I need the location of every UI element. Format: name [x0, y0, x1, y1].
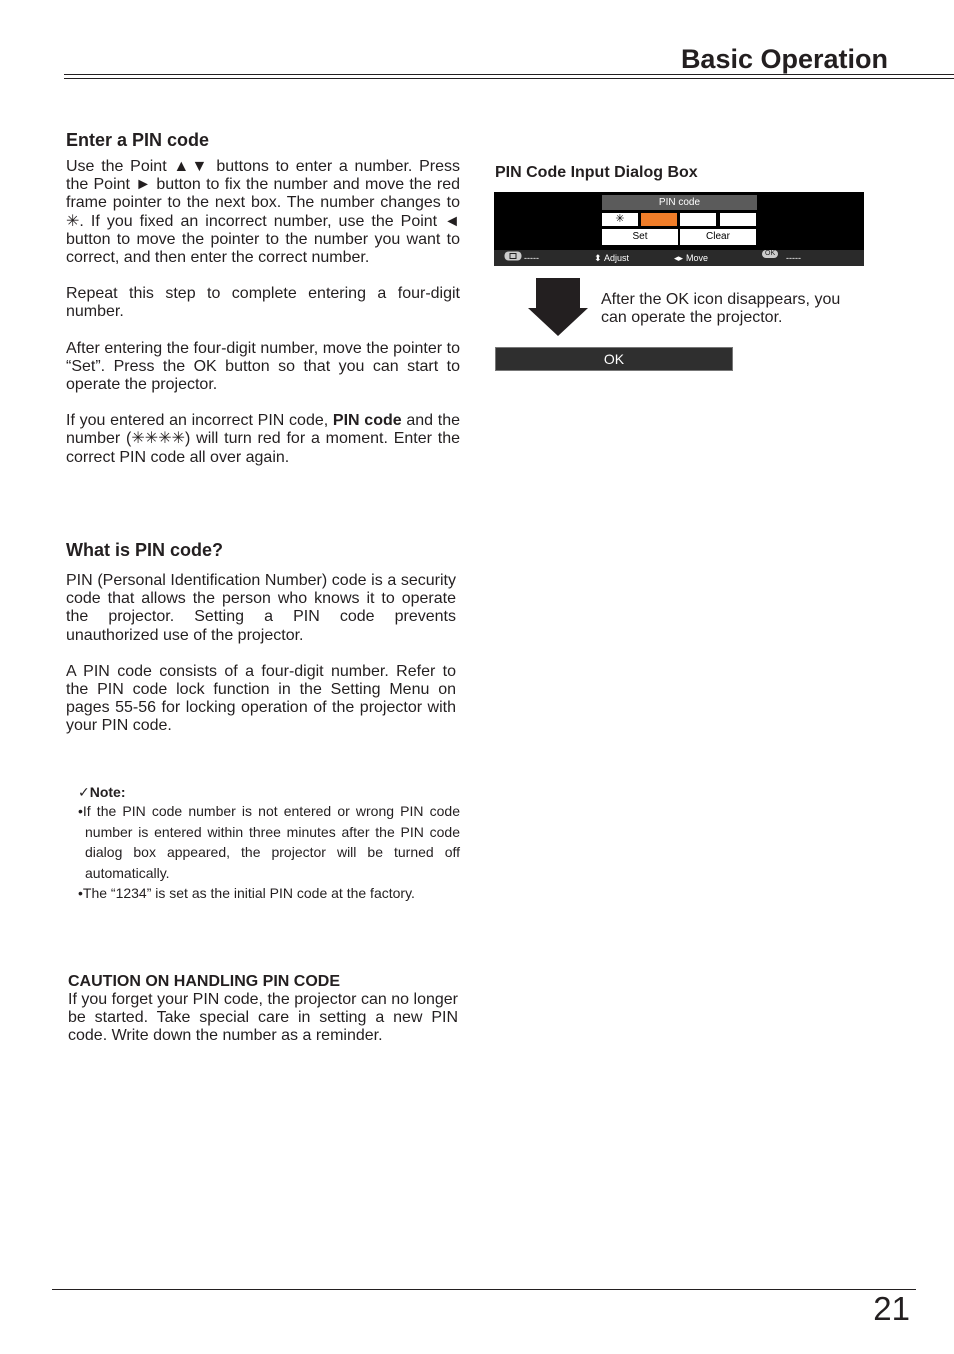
footer-rule	[52, 1289, 916, 1290]
what-pin-paragraph-1: PIN (Personal Identification Number) code is a security code that allows the person who knows it to operate the projector. Setting a PIN code prevents unauthorized use of the projector.	[66, 572, 456, 644]
check-icon: ✓	[78, 784, 90, 800]
enter-pin-heading: Enter a PIN code	[66, 130, 210, 150]
note-item: •The “1234” is set as the initial PIN code at the factory.	[78, 885, 415, 901]
p4-bold-pin-code: PIN code	[332, 412, 402, 430]
osd-guide-bar	[494, 250, 864, 266]
pin-digit-box[interactable]	[720, 213, 756, 226]
adjust-label: Adjust	[604, 253, 630, 263]
move-label: Move	[686, 253, 709, 263]
pin-digit-box[interactable]: ✳	[602, 213, 638, 226]
ok-display-bar: OK	[495, 347, 733, 371]
page-header-title: Basic Operation	[680, 44, 888, 74]
what-pin-section	[66, 540, 456, 736]
enter-pin-section	[66, 130, 460, 467]
down-arrow-icon	[528, 278, 588, 343]
pin-digit-box[interactable]	[680, 213, 716, 226]
clear-button[interactable]: Clear	[680, 229, 756, 245]
enter-pin-paragraph-1: Use the Point ▲▼ buttons to enter a number. Press the Point ► button to fix the number and move the red frame pointer to the next box. The number changes to ✳. If you fixed an incorrect number, use the Point ◄ button to move the pointer to the number you want to correct, and then enter the correct number.	[66, 158, 460, 267]
page-number: 21	[873, 1290, 910, 1327]
dialog-caption: PIN Code Input Dialog Box	[495, 164, 698, 181]
header-rule-2	[64, 78, 954, 79]
set-button[interactable]: Set	[602, 229, 678, 245]
menu-icon	[504, 250, 522, 266]
updown-icon: ⬍	[594, 253, 602, 263]
enter-pin-paragraph-3: After entering the four-digit number, move the pointer to “Set”. Press the OK button so that you can start to operate the projector.	[66, 339, 460, 394]
what-pin-paragraph-2: A PIN code consists of a four-digit number. Refer to the PIN code lock function in the Setting Menu on pages 55-56 for locking operation of the projector with your PIN code.	[66, 662, 456, 735]
leftright-icon: ◂▸	[674, 253, 684, 263]
bar-right-text: -----	[786, 253, 801, 263]
pin-digit-box-active[interactable]	[641, 213, 677, 226]
ok-pill-text: OK	[762, 250, 778, 258]
after-ok-text: After the OK icon disappears, you can operate the projector.	[601, 291, 841, 326]
enter-pin-paragraph-2: Repeat this step to complete entering a four-digit number.	[66, 285, 460, 321]
pin-code-dialog	[494, 192, 864, 266]
note-title	[78, 784, 460, 801]
bar-left-text: -----	[524, 253, 539, 263]
what-pin-heading: What is PIN code?	[66, 540, 224, 560]
p4-text-after: and the number (✳✳✳✳) will turn red for a moment. Enter the correct PIN code all over again.	[66, 412, 461, 466]
note-block	[78, 784, 460, 904]
caution-section	[68, 973, 458, 1046]
caution-title: CAUTION ON HANDLING PIN CODE	[68, 973, 340, 990]
p4-text-before: If you entered an incorrect PIN code,	[66, 412, 333, 430]
osd-title: PIN code	[602, 195, 757, 210]
header-rule	[64, 74, 954, 75]
note-item: •If the PIN code number is not entered or wrong PIN code number is entered within three minutes after the PIN code dialog box appeared, the projector will be turned off automatically.	[78, 803, 460, 881]
note-title-text: Note:	[89, 784, 126, 800]
caution-text: If you forget your PIN code, the projector can no longer be started. Take special care in setting a new PIN code. Write down the number as a reminder.	[68, 991, 458, 1045]
enter-pin-paragraph-4	[66, 412, 460, 467]
